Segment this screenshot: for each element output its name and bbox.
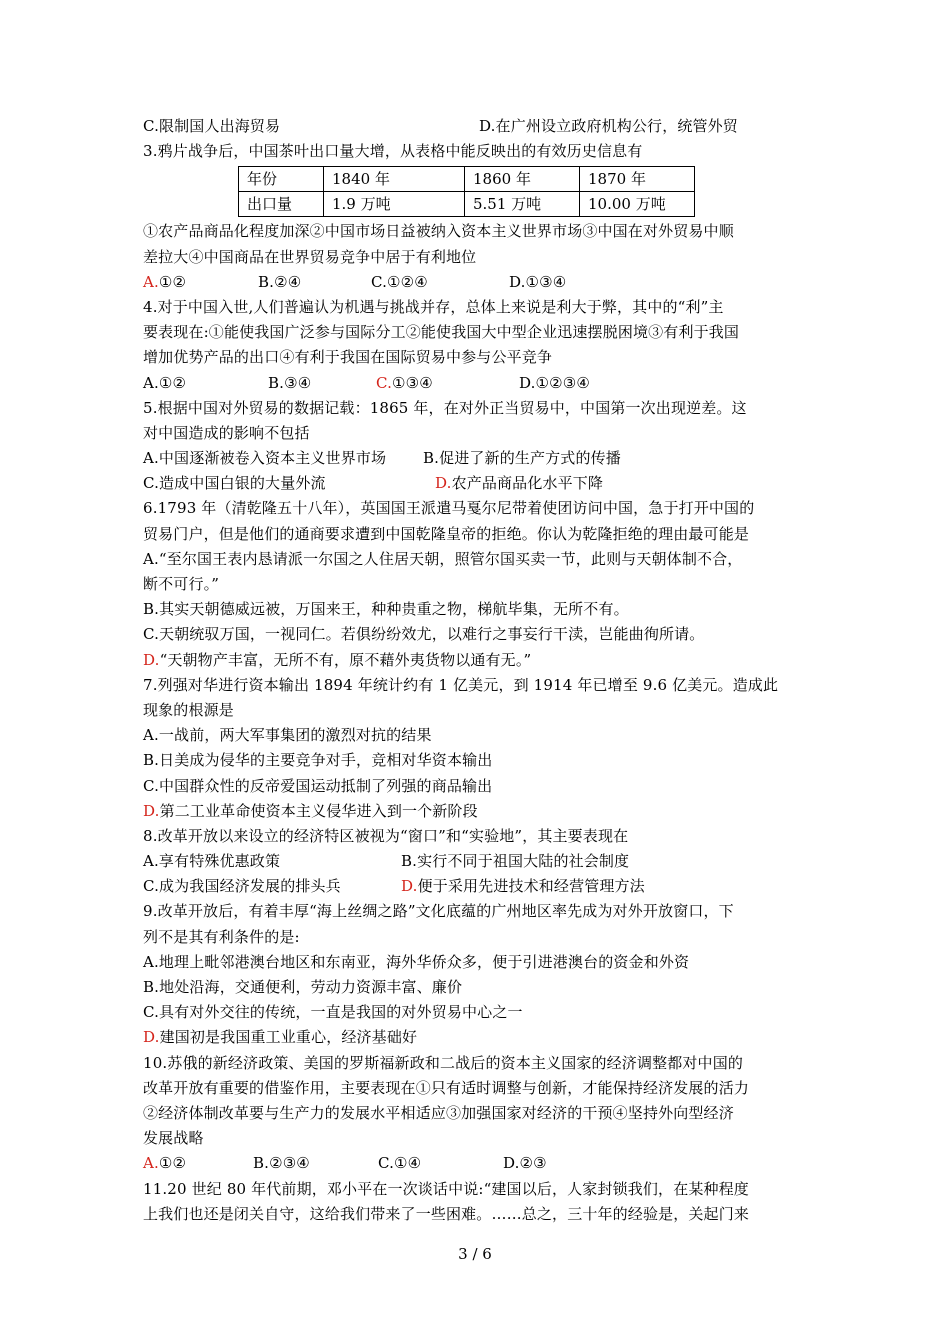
q10-option-b: B.②③④: [253, 1154, 310, 1173]
q2-option-c: C.限制国人出海贸易: [143, 117, 281, 135]
q10-stem: ②经济体制改革要与生产力的发展水平相适应③加强国家对经济的干预④坚持外向型经济: [143, 1103, 734, 1122]
q3-stem: 3.鸦片战争后，中国茶叶出口量大增，从表格中能反映出的有效历史信息有: [143, 142, 643, 161]
answer-letter: C.: [376, 373, 393, 392]
option-text: 建国初是我国重工业重心，经济基础好: [159, 1028, 418, 1047]
q6-option-c: C.天朝统驭万国，一视同仁。若俱纷纷效尤，以难行之事妄行干渎，岂能曲徇所请。: [143, 625, 705, 644]
q6-option-b: B.其实天朝德威远被，万国来王，种种贵重之物，梯航毕集，无所不有。: [143, 600, 629, 619]
q7-stem: 7.列强对华进行资本输出 1894 年统计约有 1 亿美元，到 1914 年已增至 9.6 亿美元。造成此: [143, 675, 779, 694]
q9-stem: 9.改革开放后，有着丰厚“海上丝绸之路”文化底蕴的广州地区率先成为对外开放窗口，下: [143, 902, 734, 921]
q2-options-cd: [143, 114, 813, 139]
q3-body-line: ①农产品商品化程度加深②中国市场日益被纳入资本主义世界市场③中国在对外贸易中顺: [143, 222, 734, 241]
q3-option-a: [143, 273, 186, 291]
q5-stem: 对中国造成的影响不包括: [143, 423, 310, 442]
tea-export-table: [238, 166, 695, 217]
option-text: 第二工业革命使资本主义侵华进入到一个新阶段: [159, 801, 478, 820]
table-cell: 年份: [239, 167, 324, 192]
q2-option-d: D.在广州设立政府机构公行，统管外贸: [479, 117, 738, 135]
option-text: 农产品商品化水平下降: [451, 474, 604, 493]
q7-option-a: A.一战前，两大军事集团的激烈对抗的结果: [143, 726, 432, 745]
answer-letter: D.: [401, 877, 418, 896]
table-cell: 1.9 万吨: [324, 192, 465, 217]
q9-option-c: C.具有对外交往的传统，一直是我国的对外贸易中心之一: [143, 1003, 523, 1022]
q3-option-d: D.①③④: [509, 272, 567, 291]
q8-stem: 8.改革开放以来设立的经济特区被视为“窗口”和“实验地”，其主要表现在: [143, 826, 629, 845]
q10-option-c: C.①④: [378, 1154, 422, 1173]
q6-option-a: A.“至尔国王表内恳请派一尔国之人住居天朝，照管尔国买卖一节，此则与天朝体制不合，: [143, 549, 743, 568]
answer-letter: A.: [143, 272, 159, 291]
q5-option-a: A.中国逐渐被卷入资本主义世界市场: [143, 449, 387, 468]
q4-option-a: A.①②: [143, 373, 187, 392]
table-cell: 10.00 万吨: [580, 192, 695, 217]
option-text: ①②: [158, 1154, 187, 1173]
q10-stem: 改革开放有重要的借鉴作用，主要表现在①只有适时调整与创新，才能保持经济发展的活力: [143, 1078, 750, 1097]
q3-options: [143, 270, 813, 295]
table-cell: 1860 年: [465, 167, 580, 192]
answer-letter: D.: [143, 1028, 160, 1047]
q7-option-d: [143, 799, 813, 824]
q7-option-c: C.中国群众性的反帝爱国运动抵制了列强的商品输出: [143, 776, 493, 795]
q8-option-b: B.实行不同于祖国大陆的社会制度: [401, 852, 630, 871]
answer-letter: D.: [435, 474, 452, 493]
q8-option-a: A.享有特殊优惠政策: [143, 852, 281, 871]
q3-option-b: B.②④: [258, 272, 302, 291]
q4-stem: 要表现在:①能使我国广泛参与国际分工②能使我国大中型企业迅速摆脱困境③有利于我国: [143, 323, 740, 342]
q5-stem: 5.根据中国对外贸易的数据记载：1865 年，在对外正当贸易中，中国第一次出现逆差。这: [143, 398, 747, 417]
option-text: ①③④: [392, 373, 433, 392]
q3-table-wrap: [238, 166, 813, 217]
q6-stem: 贸易门户，但是他们的通商要求遭到中国乾隆皇帝的拒绝。你认为乾隆拒绝的理由最可能是: [143, 524, 750, 543]
q5-option-d: [435, 471, 603, 496]
q9-option-a: A.地理上毗邻港澳台地区和东南亚，海外华侨众多，便于引进港澳台的资金和外资: [143, 952, 690, 971]
table-cell: 出口量: [239, 192, 324, 217]
q8-options-cd: [143, 874, 813, 899]
option-text: “天朝物产丰富，无所不有，原不藉外夷货物以通有无。”: [159, 650, 532, 669]
answer-letter: D.: [143, 650, 160, 669]
q9-option-d: [143, 1025, 813, 1050]
q10-option-d: D.②③: [503, 1154, 547, 1173]
q6-stem: 6.1793 年（清乾隆五十八年），英国国王派遣马戛尔尼带着使团访问中国，急于打开中国的: [143, 499, 755, 518]
q7-option-b: B.日美成为侵华的主要竞争对手，竞相对华资本输出: [143, 751, 493, 770]
q4-option-b: B.③④: [268, 373, 312, 392]
q3-body-line: 差拉大④中国商品在世界贸易竞争中居于有利地位: [143, 247, 477, 266]
table-row: [239, 192, 695, 217]
option-text: ①②: [158, 272, 187, 291]
q9-stem: 列不是其有利条件的是:: [143, 927, 300, 946]
q10-options: [143, 1151, 813, 1176]
q6-option-a-cont: 断不可行。”: [143, 575, 220, 593]
table-header-row: [239, 167, 695, 192]
q6-option-d: [143, 648, 813, 673]
q4-stem: 增加优势产品的出口④有利于我国在国际贸易中参与公平竞争: [143, 348, 553, 367]
document-page: [143, 114, 813, 1227]
q10-option-a: [143, 1154, 186, 1172]
q4-stem: 4.对于中国入世,人们普遍认为机遇与挑战并存，总体上来说是利大于弊，其中的“利”主: [143, 297, 724, 316]
q5-option-c: C.造成中国白银的大量外流: [143, 474, 326, 493]
option-text: 便于采用先进技术和经营管理方法: [417, 877, 645, 896]
q4-option-d: D.①②③④: [519, 373, 590, 392]
table-cell: 1840 年: [324, 167, 465, 192]
q5-option-b: B.促进了新的生产方式的传播: [423, 449, 621, 468]
q7-stem: 现象的根源是: [143, 700, 234, 719]
q3-option-c: C.①②④: [371, 272, 428, 291]
q10-stem: 10.苏俄的新经济政策、美国的罗斯福新政和二战后的资本主义国家的经济调整都对中国的: [143, 1053, 744, 1072]
q10-stem: 发展战略: [143, 1129, 204, 1148]
q8-option-d: [401, 874, 645, 899]
answer-letter: D.: [143, 801, 160, 820]
table-cell: 5.51 万吨: [465, 192, 580, 217]
table-cell: 1870 年: [580, 167, 695, 192]
q8-option-c: C.成为我国经济发展的排头兵: [143, 877, 341, 896]
q4-options: [143, 371, 813, 396]
answer-letter: A.: [143, 1154, 159, 1173]
q11-stem: 11.20 世纪 80 年代前期，邓小平在一次谈话中说:“建国以后，人家封锁我们，在某种程度: [143, 1179, 749, 1198]
q9-option-b: B.地处沿海，交通便利，劳动力资源丰富、廉价: [143, 978, 463, 996]
q5-options-ab: [143, 446, 813, 471]
q11-stem: 上我们也还是闭关自守，这给我们带来了一些困难。……总之，三十年的经验是，关起门来: [143, 1204, 750, 1223]
q8-options-ab: [143, 849, 813, 874]
q4-option-c: [376, 371, 433, 396]
q5-options-cd: [143, 471, 813, 496]
page-number: 3 / 6: [458, 1245, 492, 1263]
